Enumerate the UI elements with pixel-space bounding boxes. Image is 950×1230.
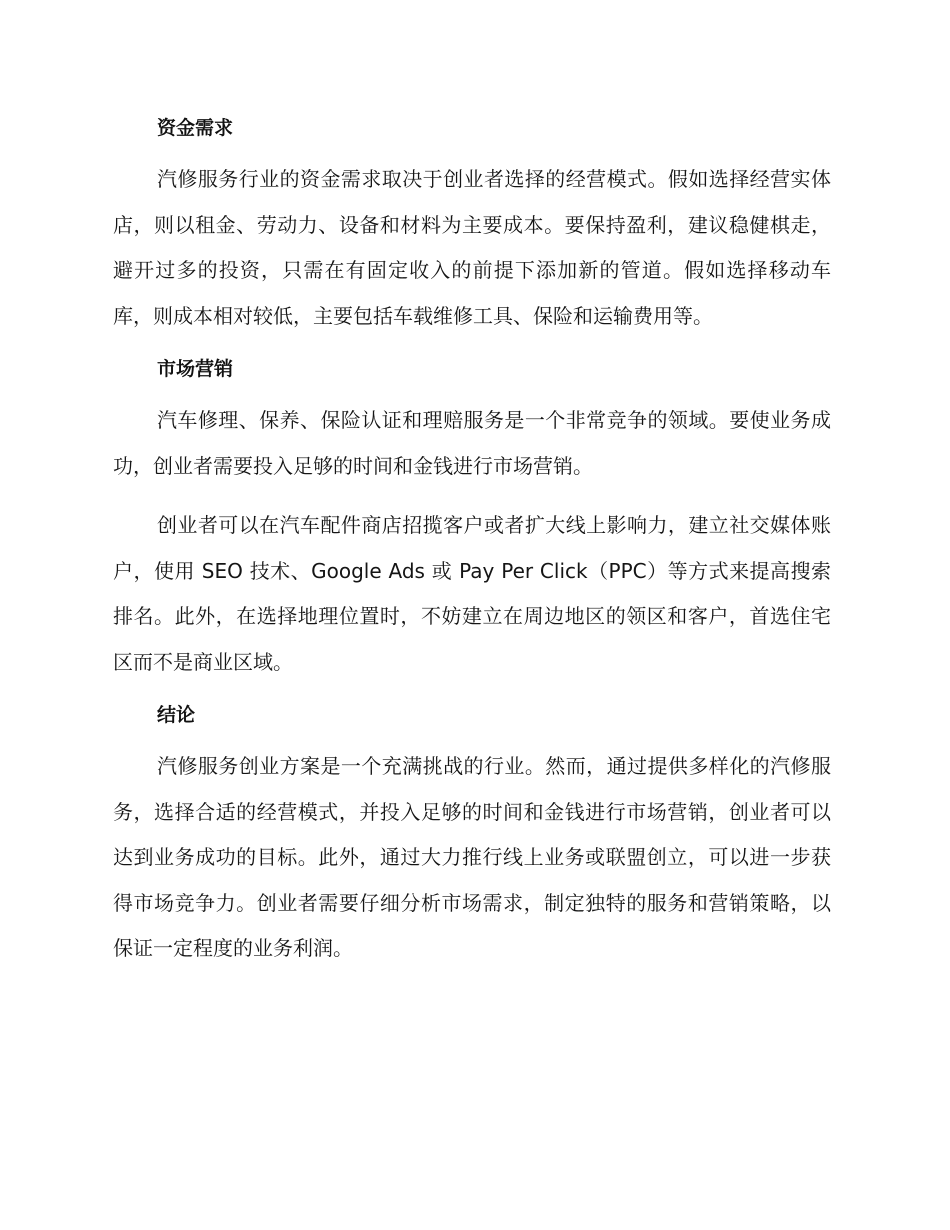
section-title-marketing: 市场营销 xyxy=(157,358,234,380)
document-body xyxy=(113,112,831,972)
section-title-funding: 资金需求 xyxy=(157,117,234,139)
paragraph-marketing-2: 创业者可以在汽车配件商店招揽客户或者扩大线上影响力，建立社交媒体账户，使用 SEO 技术、Google Ads 或 Pay Per Click（PPC）等方式来提高搜索排名。此外，在选择地理位置时，不妨建立在周边地区的领区和客户，首选住宅区而不是商业区域。 xyxy=(113,513,831,674)
paragraph-conclusion: 汽修服务创业方案是一个充满挑战的行业。然而，通过提供多样化的汽修服务，选择合适的经营模式，并投入足够的时间和金钱进行市场营销，创业者可以达到业务成功的目标。此外，通过大力推行线上业务或联盟创立，可以进一步获得市场竞争力。创业者需要仔细分析市场需求，制定独特的服务和营销策略，以保证一定程度的业务利润。 xyxy=(113,754,831,960)
paragraph-marketing-1: 汽车修理、保养、保险认证和理赔服务是一个非常竞争的领域。要使业务成功，创业者需要投入足够的时间和金钱进行市场营销。 xyxy=(113,408,831,478)
spacer xyxy=(113,732,831,744)
spacer xyxy=(113,489,831,503)
spacer xyxy=(113,145,831,157)
spacer xyxy=(113,339,831,353)
spacer xyxy=(113,685,831,699)
section-title-conclusion: 结论 xyxy=(157,704,196,726)
paragraph-funding: 汽修服务行业的资金需求取决于创业者选择的经营模式。假如选择经营实体店，则以租金、劳动力、设备和材料为主要成本。要保持盈利，建议稳健棋走，避开过多的投资，只需在有固定收入的前提下添加新的管道。假如选择移动车库，则成本相对较低，主要包括车载维修工具、保险和运输费用等。 xyxy=(113,167,831,328)
spacer xyxy=(113,386,831,398)
